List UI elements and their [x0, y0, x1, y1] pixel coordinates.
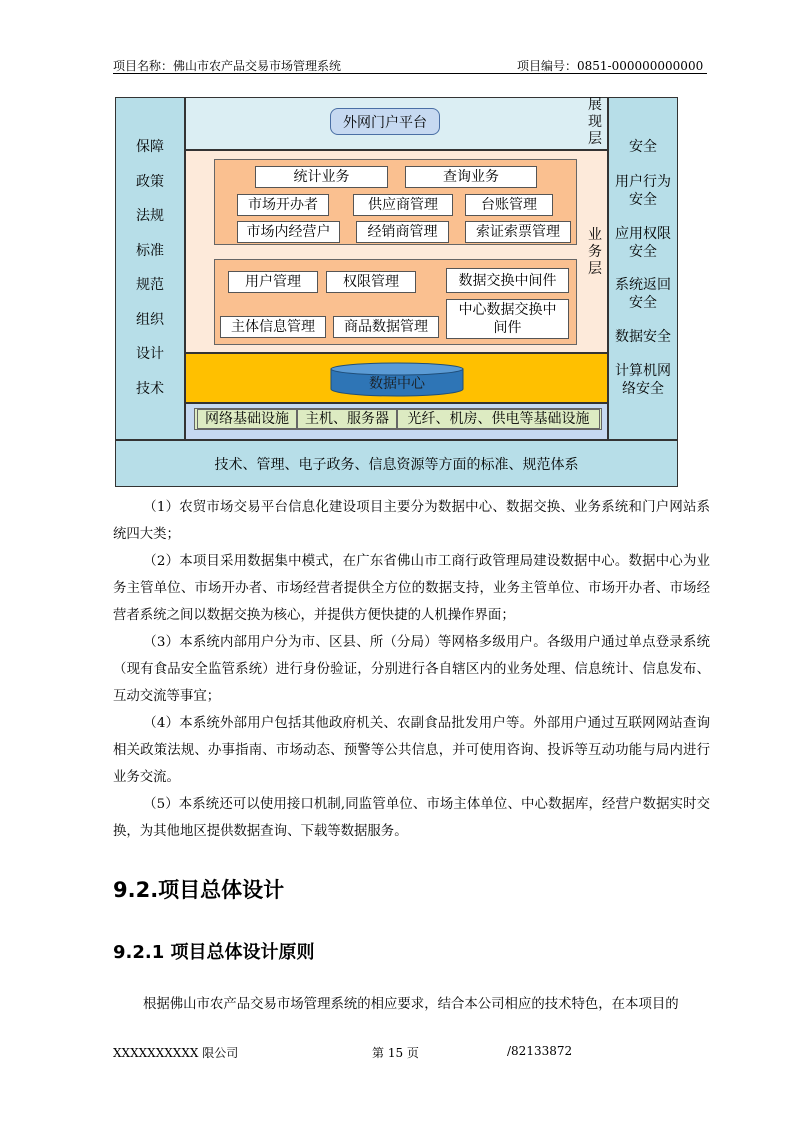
product-data-mgmt: 商品数据管理 [333, 316, 439, 338]
stats-business: 统计业务 [255, 166, 388, 188]
paragraph-1: （1）农贸市场交易平台信息化建设项目主要分为数据中心、数据交换、业务系统和门户网站系统四大类； [113, 500, 710, 542]
permission-mgmt: 权限管理 [326, 271, 416, 293]
left-item-jishu: 技术 [136, 381, 164, 397]
paragraph-5: （5）本系统还可以使用接口机制,同监管单位、市场主体单位、中心数据库，经营户数据实时交换，为其他地区提供数据查询、下载等数据服务。 [113, 797, 710, 839]
ledger-mgmt: 台账管理 [465, 194, 553, 216]
paragraph-4: （4）本系统外部用户包括其他政府机关、农副食品批发用户等。外部用户通过互联网网站查询相关政策法规、办事指南、市场动态、预警等公共信息，并可使用咨询、投诉等互动功能与局内进行业务交流。 [113, 716, 710, 785]
left-item-sheji: 设计 [136, 346, 164, 362]
data-center-label: 数据中心 [369, 376, 425, 392]
right-item-data-security: 数据安全 [615, 329, 671, 345]
paragraph-2: （2）本项目采用数据集中模式，在广东省佛山市工商行政管理局建设数据中心。数据中心为业务主管单位、市场开办者、市场经营者提供全方位的数据支持，业务主管单位、市场开办者、市场经营者系统之间以数据交换为核心，并提供方便快捷的人机操作界面； [113, 554, 710, 623]
network-infrastructure: 网络基础设施 [197, 409, 297, 429]
market-organizer: 市场开办者 [237, 194, 329, 216]
market-operators: 市场内经营户 [237, 221, 340, 243]
right-item-security: 安全 [629, 139, 657, 155]
fiber-room-power: 光纤、机房、供电等基础设施 [397, 409, 600, 429]
left-item-zuzhi: 组织 [136, 312, 164, 328]
paragraph-6: 根据佛山市农产品交易市场管理系统的相应要求，结合本公司相应的技术特色，在本项目的 [143, 997, 679, 1012]
subject-info-mgmt: 主体信息管理 [220, 316, 326, 338]
certificate-mgmt: 索证索票管理 [465, 221, 571, 243]
left-item-biaozhun: 标准 [136, 243, 164, 259]
paragraph-3: （3）本系统内部用户分为市、区县、所（分局）等网格多级用户。各级用户通过单点登录系统（现有食品安全监管系统）进行身份验证，分别进行各自辖区内的业务处理、信息统计、信息发布、互动交流等事宜； [113, 635, 710, 704]
right-item-app-permission: 应用权限 安全 [615, 226, 671, 260]
left-item-baozhang: 保障 [136, 139, 164, 155]
right-item-user-behavior: 用户行为 安全 [615, 174, 671, 208]
footer-page-number: 第 15 页 [372, 1046, 419, 1060]
header-project-code: 项目编号：0851-000000000000 [517, 59, 704, 73]
left-item-fagui: 法规 [136, 208, 164, 224]
left-item-guifan: 规范 [136, 277, 164, 293]
right-item-system-return: 系统返回 安全 [615, 277, 671, 311]
distributor-mgmt: 经销商管理 [356, 221, 449, 243]
left-item-zhengce: 政策 [136, 174, 164, 190]
standards-bar: 技术、管理、电子政务、信息资源等方面的标准、规范体系 [115, 440, 678, 487]
portal-platform: 外网门户平台 [330, 108, 440, 135]
data-exchange-middleware: 数据交换中间件 [446, 268, 569, 293]
footer-phone: /82133872 [507, 1044, 573, 1058]
user-mgmt: 用户管理 [228, 271, 318, 293]
section-heading-9-2: 9.2.项目总体设计 [113, 878, 285, 902]
footer-company: XXXXXXXXXX 限公司 [113, 1046, 239, 1060]
central-exchange-middleware: 中心数据交换中 间件 [446, 299, 569, 339]
host-server: 主机、服务器 [297, 409, 397, 429]
header-project-name: 项目名称：佛山市农产品交易市场管理系统 [113, 59, 342, 73]
presentation-layer-label: 展 现 层 [588, 97, 602, 147]
query-business: 查询业务 [405, 166, 537, 188]
business-layer-label: 业 务 层 [588, 227, 602, 277]
header-divider [113, 73, 707, 74]
section-heading-9-2-1: 9.2.1 项目总体设计原则 [113, 942, 315, 963]
supplier-mgmt: 供应商管理 [353, 194, 453, 216]
right-item-network-security: 计算机网 络安全 [615, 363, 671, 397]
